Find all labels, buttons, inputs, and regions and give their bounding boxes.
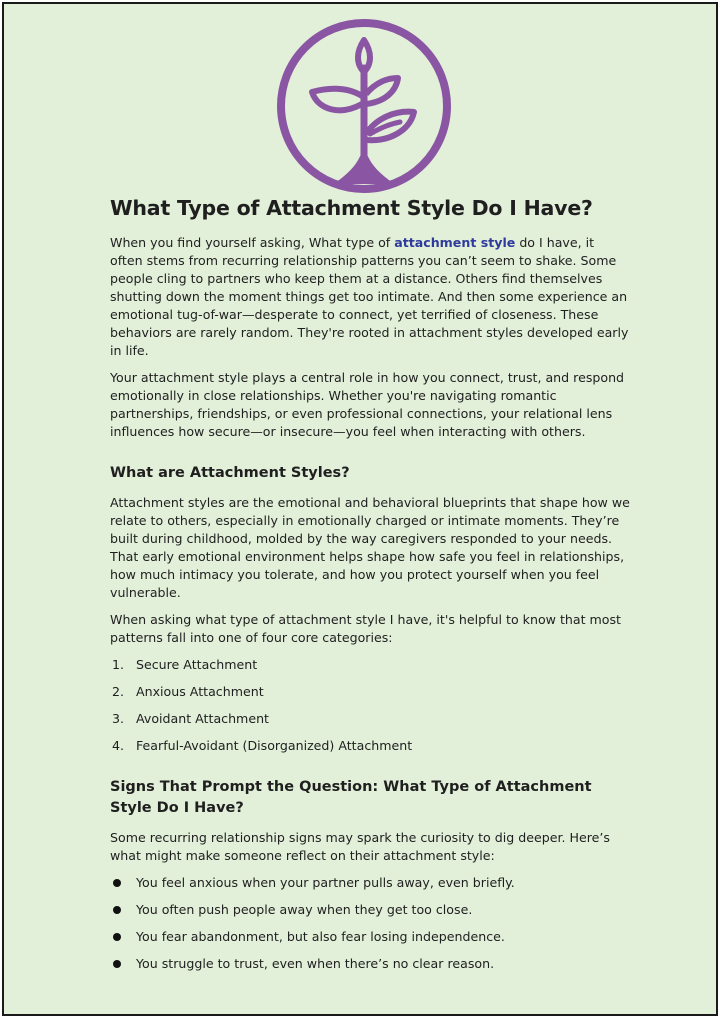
document-page xyxy=(2,2,718,1016)
list-item-text: Secure Attachment xyxy=(136,657,258,672)
list-item xyxy=(110,737,630,755)
attachment-categories-list xyxy=(110,656,630,755)
section1-paragraph-1: Attachment styles are the emotional and behavioral blueprints that shape how we relate to others, especially in emotionally charged or intimate moments. They’re built during childhood, molded by the way caregivers responded to your needs. That early emotional environment helps shape how safe you feel in relationships, how much intimacy you tolerate, and how you protect yourself when you feel vulnerable. xyxy=(110,495,630,600)
intro-text-end: do I have, it often stems from recurring relationship patterns you can’t seem to shake. Some people cling to partners who keep them at a distance. Others find themselves shutting down the moment things get too intimate. And then some experience an emotional tug-of-war—desperate to connect, yet terrified of closeness. These behaviors are rarely random. They're rooted in attachment styles developed early in life. xyxy=(110,235,629,358)
bullet-icon xyxy=(113,879,121,887)
section1-paragraph-2: When asking what type of attachment style I have, it's helpful to know that most patterns fall into one of four core categories: xyxy=(110,612,621,645)
list-item xyxy=(110,656,630,674)
list-item-text: You often push people away when they get too close. xyxy=(136,902,473,917)
list-number: 4. xyxy=(112,738,125,753)
intro-text-start: When you find yourself asking, What type of xyxy=(110,235,395,250)
list-item xyxy=(110,710,630,728)
list-item-text: Fearful-Avoidant (Disorganized) Attachment xyxy=(136,738,413,753)
list-item xyxy=(110,901,630,919)
list-item-text: You struggle to trust, even when there’s no clear reason. xyxy=(136,956,495,971)
list-item-text: Avoidant Attachment xyxy=(136,711,269,726)
list-item-text: Anxious Attachment xyxy=(136,684,264,699)
page-title: What Type of Attachment Style Do I Have? xyxy=(110,196,593,220)
list-number: 1. xyxy=(112,657,125,672)
list-number: 3. xyxy=(112,711,125,726)
bullet-icon xyxy=(113,933,121,941)
list-item xyxy=(110,874,630,892)
section-heading-attachment-styles: What are Attachment Styles? xyxy=(110,465,350,481)
section-heading-signs: Signs That Prompt the Question: What Type of Attachment Style Do I Have? xyxy=(110,779,592,816)
list-item xyxy=(110,683,630,701)
section2-paragraph-1: Some recurring relationship signs may spark the curiosity to dig deeper. Here’s what might make someone reflect on their attachment style: xyxy=(110,830,610,863)
list-item xyxy=(110,928,630,946)
list-item-text: You fear abandonment, but also fear losing independence. xyxy=(136,929,505,944)
article-body xyxy=(110,196,630,982)
intro-paragraph-1 xyxy=(110,234,630,360)
bullet-icon xyxy=(113,906,121,914)
plant-in-circle-icon xyxy=(274,16,454,196)
signs-bullet-list xyxy=(110,874,630,973)
intro-paragraph-2: Your attachment style plays a central role in how you connect, trust, and respond emotionally in close relationships. Whether you're navigating romantic partnerships, friendships, or even professional connections, your relational lens influences how secure—or insecure—you feel when interacting with others. xyxy=(110,370,625,439)
list-number: 2. xyxy=(112,684,125,699)
attachment-style-link[interactable]: attachment style xyxy=(394,235,516,250)
list-item-text: You feel anxious when your partner pulls away, even briefly. xyxy=(136,875,515,890)
bullet-icon xyxy=(113,960,121,968)
list-item xyxy=(110,955,630,973)
